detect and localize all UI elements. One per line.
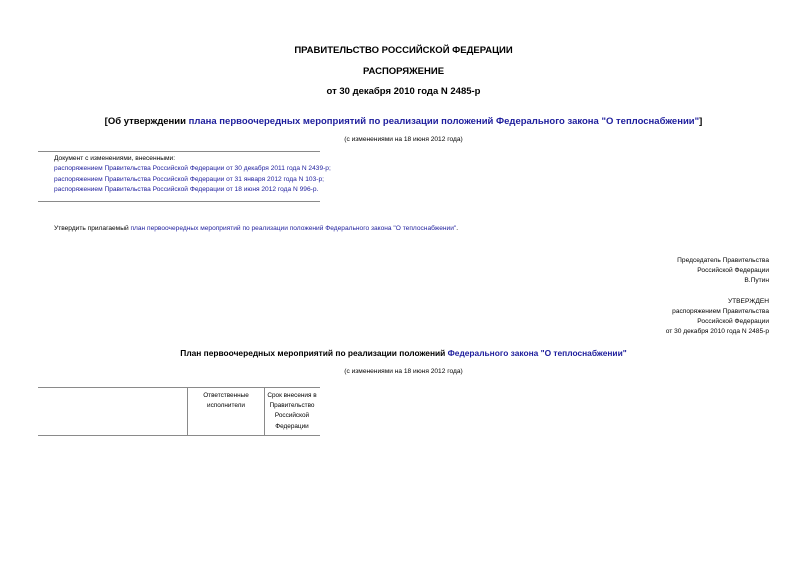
plan-title-link[interactable]: Федерального закона "О теплоснабжении" bbox=[447, 348, 627, 358]
signature-line2: Российской Федерации bbox=[697, 267, 769, 274]
approval-line3: Российской Федерации bbox=[697, 318, 769, 325]
doc-date: от 30 декабря 2010 года N 2485-р bbox=[326, 86, 481, 97]
org-name: ПРАВИТЕЛЬСТВО РОССИЙСКОЙ ФЕДЕРАЦИИ bbox=[294, 45, 513, 56]
doc-title bbox=[0, 116, 807, 127]
signature-name: В.Путин bbox=[744, 277, 769, 284]
body-prefix: Утвердить прилагаемый bbox=[54, 225, 131, 232]
amendment-link[interactable]: распоряжением Правительства Российской Федерации от 30 декабря 2011 года N 2439-р; bbox=[54, 165, 331, 172]
table-col-divider bbox=[187, 387, 188, 436]
signature-line1: Председатель Правительства bbox=[677, 257, 769, 264]
amendments-top-rule bbox=[38, 151, 320, 152]
table-header-responsible: Ответственные исполнители bbox=[203, 392, 249, 410]
doc-title-open: [Об утверждении bbox=[104, 116, 189, 127]
table-top-rule bbox=[38, 387, 320, 388]
amendment-link[interactable]: распоряжением Правительства Российской Федерации от 31 января 2012 года N 103-р; bbox=[54, 176, 324, 183]
approval-line4: от 30 декабря 2010 года N 2485-р bbox=[665, 328, 769, 335]
amendments-heading: Документ с изменениями, внесенными: bbox=[54, 155, 176, 162]
changes-note: (с изменениями на 18 июня 2012 года) bbox=[344, 136, 463, 143]
amendment-link[interactable]: распоряжением Правительства Российской Федерации от 18 июня 2012 года N 996-р. bbox=[54, 186, 319, 193]
doc-title-close: ] bbox=[699, 116, 703, 127]
amendments-bottom-rule bbox=[38, 201, 320, 202]
approval-line1: УТВЕРЖДЕН bbox=[727, 298, 769, 305]
body-paragraph bbox=[54, 226, 458, 233]
plan-title bbox=[0, 348, 807, 358]
body-suffix: . bbox=[456, 225, 459, 232]
plan-title-prefix: План первоочередных мероприятий по реализации положений bbox=[180, 348, 448, 358]
body-plan-link[interactable]: план первоочередных мероприятий по реализации положений Федерального закона "О теплоснабжении" bbox=[130, 225, 457, 232]
approval-line2: распоряжением Правительства bbox=[672, 308, 769, 315]
doc-title-link[interactable]: плана первоочередных мероприятий по реализации положений Федерального закона "О теплоснабжении" bbox=[188, 116, 700, 127]
doc-type: РАСПОРЯЖЕНИЕ bbox=[362, 66, 445, 77]
table-header-bottom-rule bbox=[38, 435, 320, 436]
plan-changes-note: (с изменениями на 18 июня 2012 года) bbox=[344, 368, 463, 375]
table-header-deadline: Срок внесения в Правительство Российской Федерации bbox=[267, 392, 317, 430]
